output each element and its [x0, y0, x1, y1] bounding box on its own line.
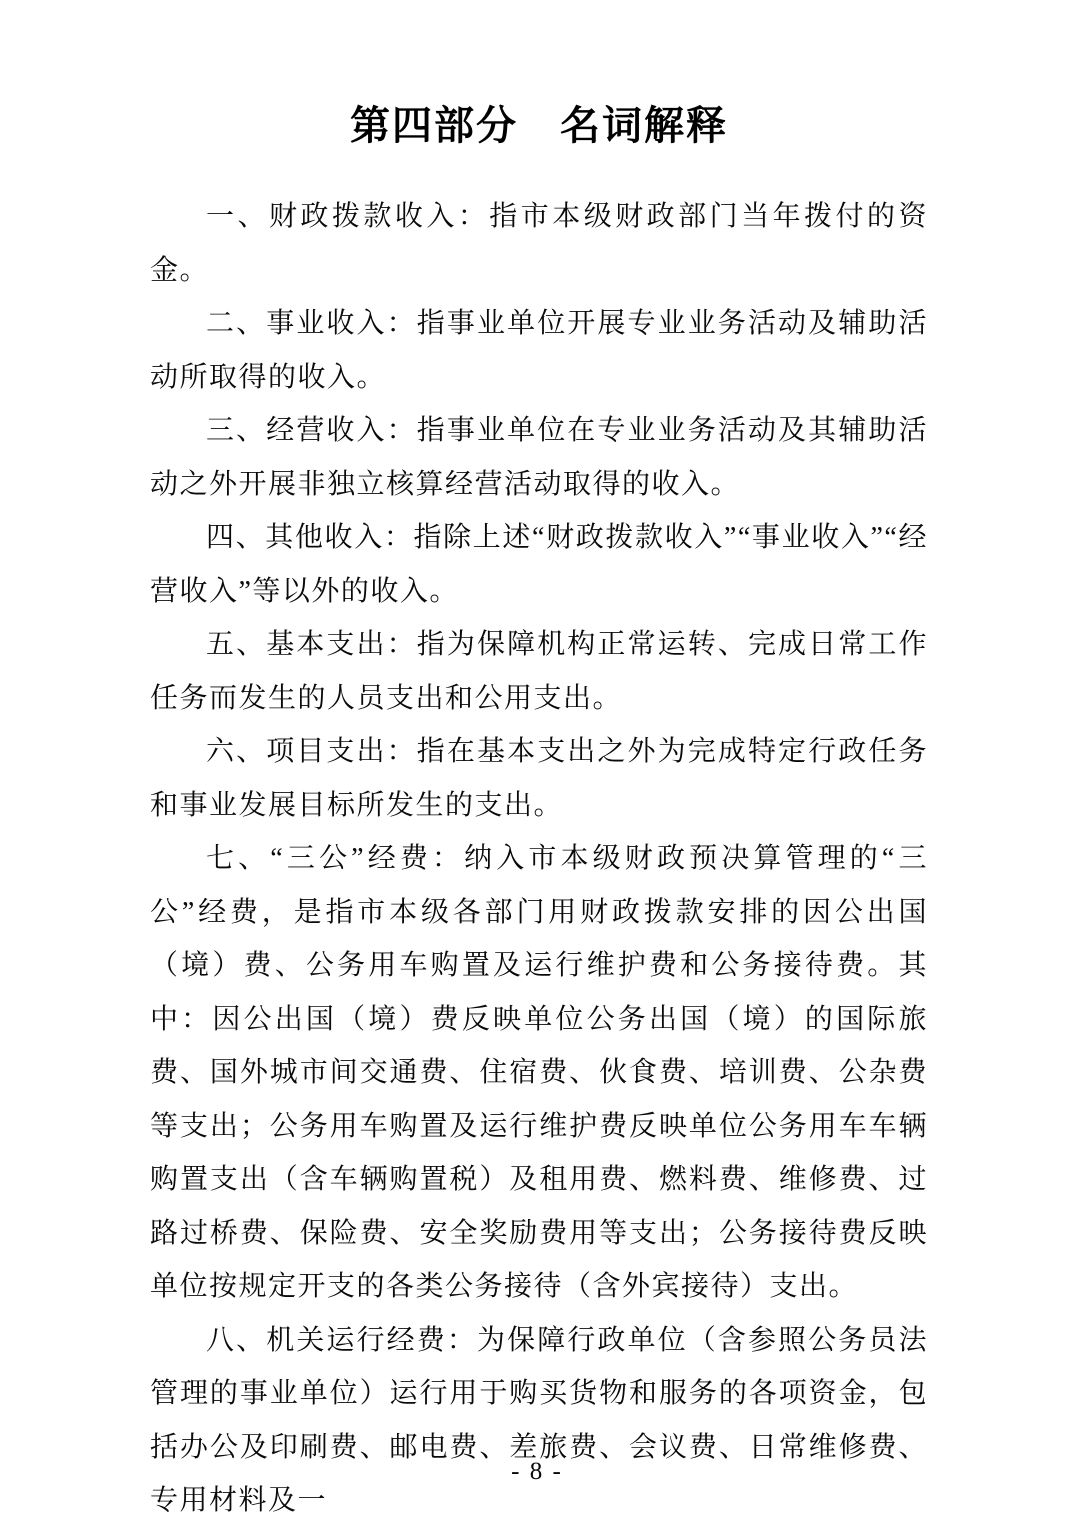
- document-content: [150, 0, 928, 1520]
- term-definition-other-income: 四、其他收入：指除上述“财政拨款收入”“事业收入”“经营收入”等以外的收入。: [150, 522, 928, 607]
- term-definition-operating-income: 三、经营收入：指事业单位在专业业务活动及其辅助活动之外开展非独立核算经营活动取得的收入。: [150, 415, 928, 500]
- term-definition-basic-expenditure: 五、基本支出：指为保障机构正常运转、完成日常工作任务而发生的人员支出和公用支出。: [150, 629, 928, 714]
- glossary-body: [150, 190, 928, 1520]
- term-definition-agency-operating-funds: 八、机关运行经费：为保障行政单位（含参照公务员法管理的事业单位）运行用于购买货物和服务的各项资金，包括办公及印刷费、邮电费、差旅费、会议费、日常维修费、专用材料及一: [150, 1324, 928, 1516]
- page-title: 第四部分 名词解释: [350, 104, 728, 148]
- term-definition-fiscal-appropriation-income: 一、财政拨款收入：指市本级财政部门当年拨付的资金。: [150, 201, 928, 286]
- term-definition-project-expenditure: 六、项目支出：指在基本支出之外为完成特定行政任务和事业发展目标所发生的支出。: [150, 736, 928, 821]
- term-definition-three-public-funds: 七、“三公”经费：纳入市本级财政预决算管理的“三公”经费，是指市本级各部门用财政拨款安排的因公出国（境）费、公务用车购置及运行维护费和公务接待费。其中：因公出国（境）费反映单位公务出国（境）的国际旅费、国外城市间交通费、住宿费、伙食费、培训费、公杂费等支出；公务用车购置及运行维护费反映单位公务用车车辆购置支出（含车辆购置税）及租用费、燃料费、维修费、过路过桥费、保险费、安全奖励费用等支出；公务接待费反映单位按规定开支的各类公务接待（含外宾接待）支出。: [150, 843, 928, 1302]
- page-number: - 8 -: [511, 1458, 563, 1485]
- term-definition-institutional-income: 二、事业收入：指事业单位开展专业业务活动及辅助活动所取得的收入。: [150, 308, 928, 393]
